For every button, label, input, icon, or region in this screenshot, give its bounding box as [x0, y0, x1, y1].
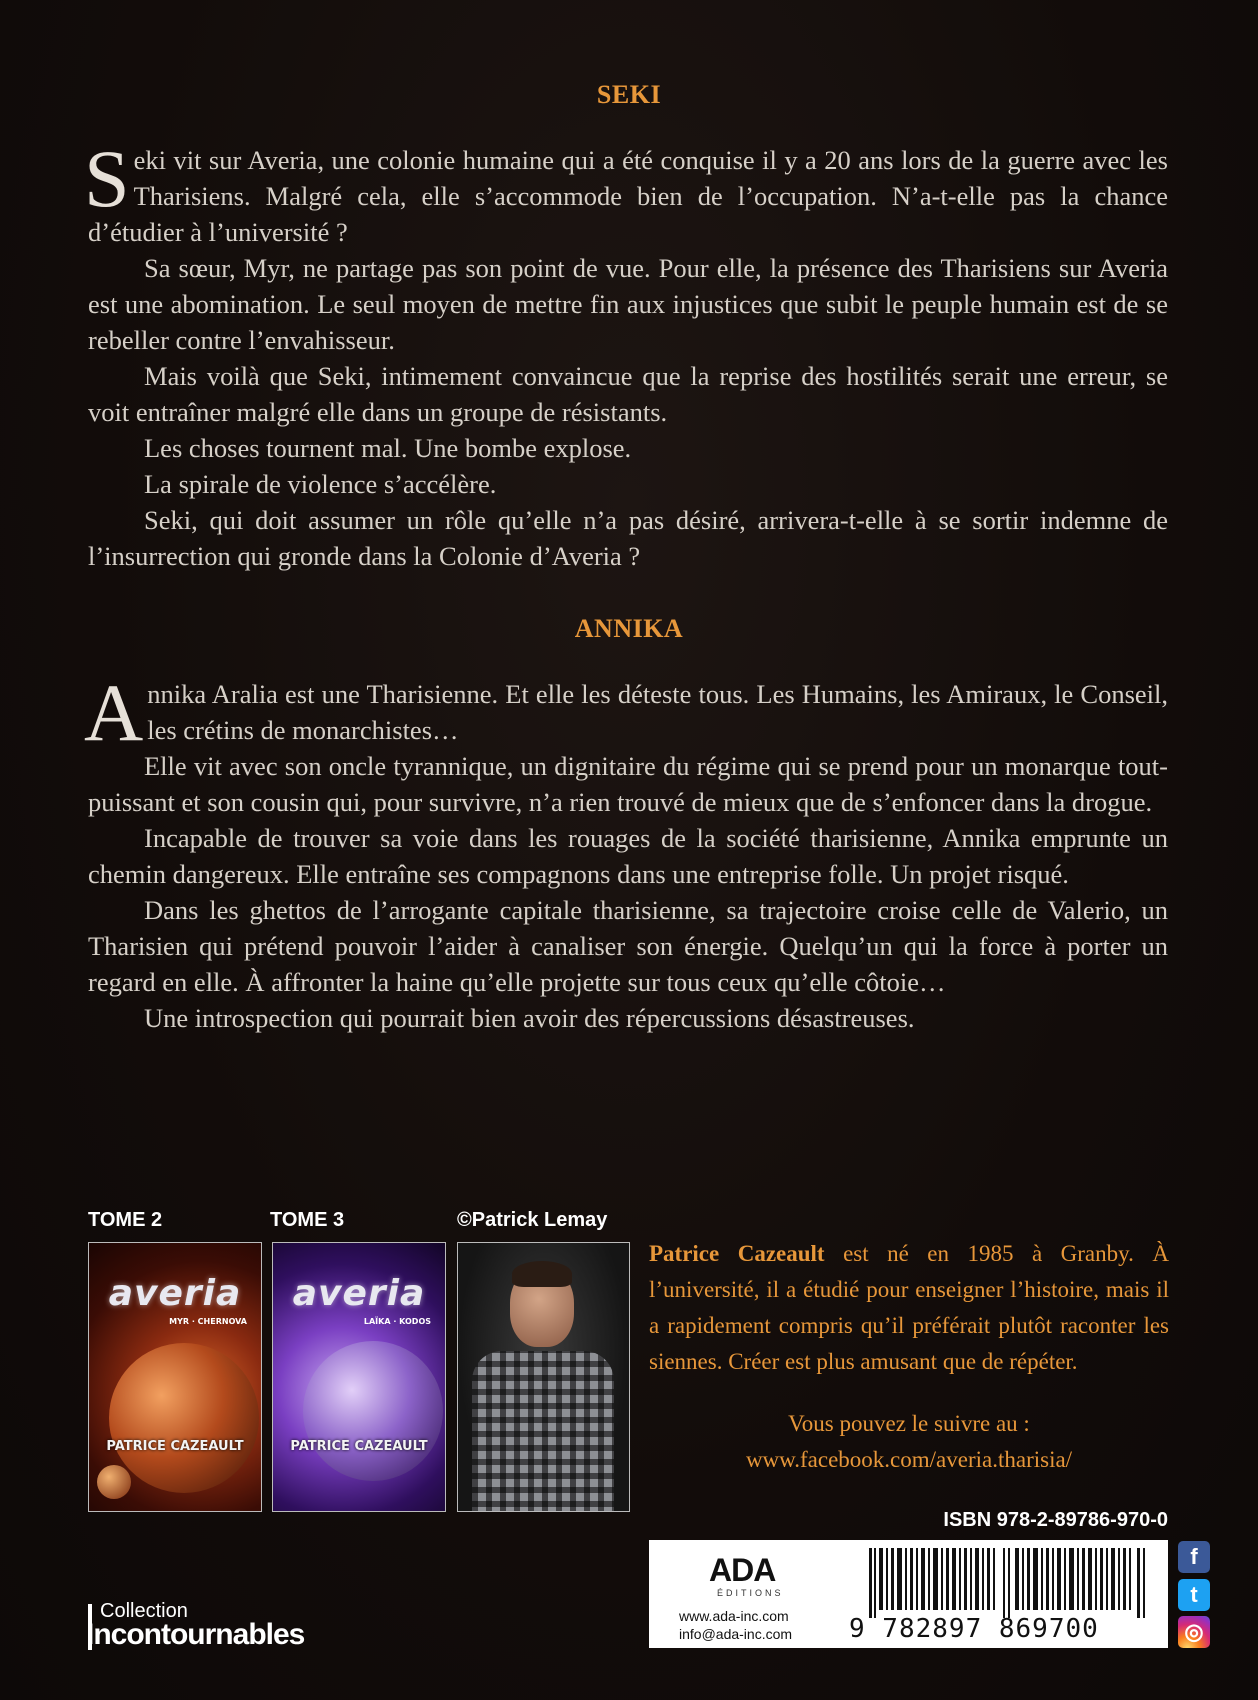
- moon-image: [97, 1465, 131, 1499]
- seki-dropcap: S: [84, 133, 130, 224]
- instagram-icon[interactable]: ◎: [1178, 1616, 1210, 1648]
- author-photo: [457, 1242, 630, 1512]
- tome-3-label: TOME 3: [270, 1209, 345, 1231]
- annika-title: ANNIKA: [574, 614, 684, 643]
- collection-line-2: Incontournables: [86, 1618, 305, 1651]
- seki-title: SEKI: [596, 80, 662, 109]
- annika-paragraph-5: Une introspection qui pourrait bien avoir des répercussions désastreuses.: [144, 1003, 915, 1033]
- seki-paragraph-2: Sa sœur, Myr, ne partage pas son point de vue. Pour elle, la présence des Tharisiens sur Averia est une abomination. Le seul moyen de mettre fin aux injustices que subit le peuple humain est de se rebeller contre l’envahisseur.: [88, 253, 1168, 355]
- tome-2-cover: [88, 1242, 262, 1512]
- isbn: ISBN 978-2-89786-970-0: [943, 1509, 1168, 1531]
- annika-paragraph-4: Dans les ghettos de l’arrogante capitale tharisienne, sa trajectoire croise celle de Valerio, un Tharisien qui prétend pouvoir l’aider à canaliser son énergie. Quelqu’un qui la force à porter un regard en elle. À affronter la haine qu’elle projette sur tous ceux qu’elle côtoie…: [88, 895, 1168, 997]
- author-bio: [649, 1236, 1169, 1380]
- annika-paragraph-1-text: nnika Aralia est une Tharisienne. Et elle les déteste tous. Les Humains, les Amiraux, le Conseil, les crétins de monarchistes…: [147, 679, 1168, 745]
- barcode-panel: [649, 1540, 1168, 1648]
- averia-logo: averia: [292, 1273, 426, 1314]
- publisher-email[interactable]: info@ada-inc.com: [679, 1626, 793, 1642]
- publisher-website[interactable]: www.ada-inc.com: [679, 1608, 789, 1624]
- twitter-icon[interactable]: t: [1178, 1579, 1210, 1611]
- seki-synopsis: [84, 133, 1168, 574]
- seki-paragraph-3: Mais voilà que Seki, intimement convaincue que la reprise des hostilités serait une erreur, se voit entraîner malgré elle dans un groupe de résistants.: [88, 361, 1168, 427]
- annika-synopsis: [84, 667, 1168, 1036]
- facebook-icon[interactable]: f: [1178, 1541, 1210, 1573]
- tome-2-label: TOME 2: [88, 1209, 163, 1231]
- collection-line-1: Collection: [100, 1600, 188, 1622]
- annika-paragraph-2: Elle vit avec son oncle tyrannique, un dignitaire du régime qui se prend pour un monarque tout-puissant et son cousin qui, pour survivre, n’a rien trouvé de mieux que de s’enfoncer dans la drogue.: [88, 751, 1168, 817]
- tome-2-subtitle: MYR · CHERNOVA: [169, 1317, 247, 1326]
- annika-dropcap: A: [84, 667, 144, 758]
- planet-image: [109, 1343, 259, 1493]
- author-name: Patrice Cazeault: [649, 1241, 825, 1266]
- barcode-icon: [869, 1548, 1149, 1618]
- ada-logo: ADA: [709, 1552, 776, 1588]
- follow-line: Vous pouvez le suivre au :: [788, 1411, 1030, 1436]
- author-hair: [512, 1261, 572, 1287]
- planet-image: [303, 1341, 443, 1481]
- barcode-digits: 9 782897 869700: [849, 1614, 1099, 1644]
- seki-paragraph-1: [84, 133, 1168, 250]
- seki-paragraph-1-text: eki vit sur Averia, une colonie humaine qui a été conquise il y a 20 ans lors de la guerre avec les Tharisiens. Malgré cela, elle s’accommode bien de l’occupation. N’a-t-elle pas la chance d’étudier à l’université ?: [88, 145, 1168, 247]
- author-bio-text: est né en 1985 à Granby. À l’université, il a étudié pour enseigner l’histoire, mais il a rapidement compris qu’il préférait plutôt raconter les siennes. Créer est plus amusant que de répéter.: [649, 1241, 1169, 1374]
- tome-3-author: PATRICE CAZEAULT: [290, 1439, 428, 1454]
- annika-paragraph-1: [84, 667, 1168, 758]
- follow-info: [649, 1406, 1169, 1478]
- photo-credit: ©Patrick Lemay: [457, 1209, 608, 1231]
- tome-3-subtitle: LAÏKA · KODOS: [363, 1317, 431, 1326]
- seki-paragraph-5: La spirale de violence s’accélère.: [144, 469, 497, 499]
- tome-3-cover: [272, 1242, 446, 1512]
- ada-subtitle: ÉDITIONS: [717, 1588, 784, 1598]
- averia-logo: averia: [108, 1273, 242, 1314]
- author-shirt: [472, 1351, 614, 1512]
- facebook-link[interactable]: www.facebook.com/averia.tharisia/: [745, 1447, 1073, 1472]
- tome-2-author: PATRICE CAZEAULT: [106, 1439, 244, 1454]
- annika-paragraph-3: Incapable de trouver sa voie dans les rouages de la société tharisienne, Annika emprunte un chemin dangereux. Elle entraîne ses compagnons dans une entreprise folle. Un projet risqué.: [88, 823, 1168, 889]
- seki-paragraph-4: Les choses tournent mal. Une bombe explose.: [144, 433, 632, 463]
- seki-paragraph-6: Seki, qui doit assumer un rôle qu’elle n’a pas désiré, arrivera-t-elle à se sortir indemne de l’insurrection qui gronde dans la Colonie d’Averia ?: [88, 505, 1168, 571]
